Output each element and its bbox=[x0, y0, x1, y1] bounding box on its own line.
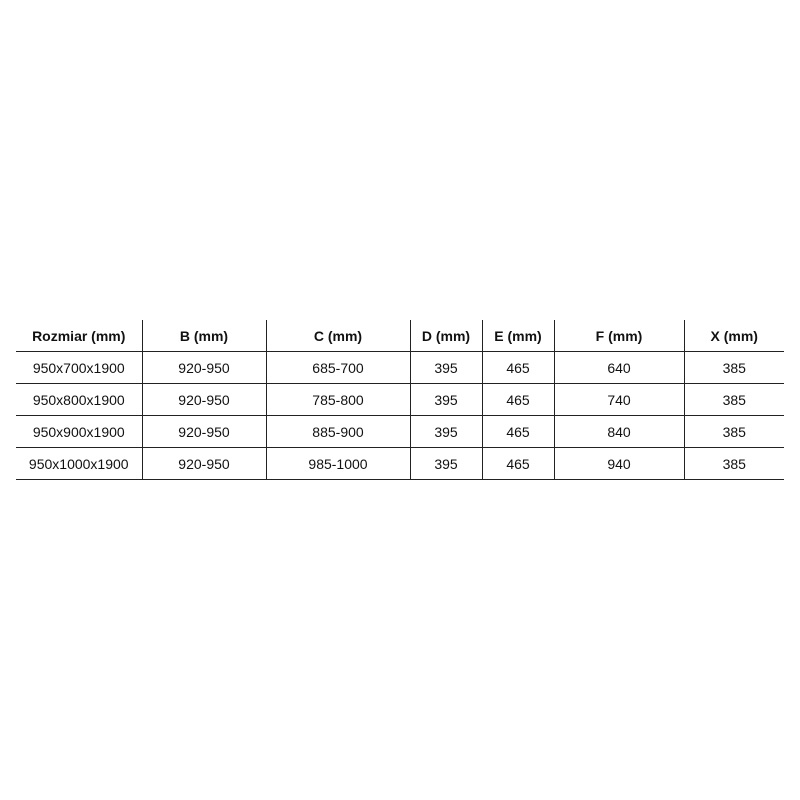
cell-x: 385 bbox=[684, 416, 784, 448]
table-row bbox=[16, 448, 784, 480]
cell-b: 920-950 bbox=[142, 384, 266, 416]
cell-x: 385 bbox=[684, 448, 784, 480]
header-f: F (mm) bbox=[554, 320, 684, 352]
cell-size: 950x900x1900 bbox=[16, 416, 142, 448]
cell-e: 465 bbox=[482, 448, 554, 480]
cell-d: 395 bbox=[410, 416, 482, 448]
cell-e: 465 bbox=[482, 352, 554, 384]
cell-f: 840 bbox=[554, 416, 684, 448]
cell-x: 385 bbox=[684, 384, 784, 416]
dimensions-table bbox=[16, 320, 784, 480]
header-size: Rozmiar (mm) bbox=[16, 320, 142, 352]
cell-f: 740 bbox=[554, 384, 684, 416]
cell-c: 685-700 bbox=[266, 352, 410, 384]
cell-b: 920-950 bbox=[142, 448, 266, 480]
cell-c: 885-900 bbox=[266, 416, 410, 448]
header-e: E (mm) bbox=[482, 320, 554, 352]
table-header-row bbox=[16, 320, 784, 352]
header-b: B (mm) bbox=[142, 320, 266, 352]
cell-x: 385 bbox=[684, 352, 784, 384]
cell-d: 395 bbox=[410, 384, 482, 416]
table-row bbox=[16, 384, 784, 416]
cell-c: 985-1000 bbox=[266, 448, 410, 480]
table-row bbox=[16, 416, 784, 448]
cell-e: 465 bbox=[482, 416, 554, 448]
table-row bbox=[16, 352, 784, 384]
header-c: C (mm) bbox=[266, 320, 410, 352]
cell-size: 950x700x1900 bbox=[16, 352, 142, 384]
cell-f: 640 bbox=[554, 352, 684, 384]
cell-size: 950x1000x1900 bbox=[16, 448, 142, 480]
header-x: X (mm) bbox=[684, 320, 784, 352]
header-d: D (mm) bbox=[410, 320, 482, 352]
cell-size: 950x800x1900 bbox=[16, 384, 142, 416]
cell-b: 920-950 bbox=[142, 352, 266, 384]
cell-f: 940 bbox=[554, 448, 684, 480]
cell-d: 395 bbox=[410, 448, 482, 480]
cell-e: 465 bbox=[482, 384, 554, 416]
cell-b: 920-950 bbox=[142, 416, 266, 448]
cell-c: 785-800 bbox=[266, 384, 410, 416]
cell-d: 395 bbox=[410, 352, 482, 384]
